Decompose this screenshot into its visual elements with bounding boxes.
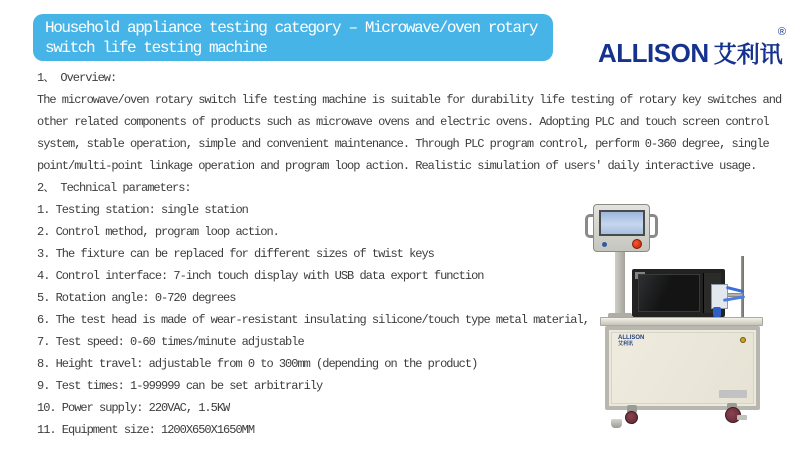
panel-button (602, 242, 607, 247)
page-title-line-1: Household appliance testing category – Microwave/oven rotary (45, 19, 538, 37)
overview-line: point/multi-point linkage operation and program loop action. Realistic simulation of users' daily interactive usage. (37, 159, 757, 173)
caster-wheel (625, 411, 638, 424)
hmi-control-panel (593, 204, 650, 252)
parameter-item: 4. Control interface: 7-inch touch display with USB data export function (37, 269, 484, 283)
emergency-stop-button (632, 239, 642, 249)
parameter-item: 11. Equipment size: 1200X650X1650MM (37, 423, 255, 437)
cabinet-brand-chinese: 艾利讯 (618, 341, 634, 347)
brand-logo-chinese: 艾利讯 (713, 41, 783, 67)
parameter-item: 6. The test head is made of wear-resistant insulating silicone/touch type metal material, (37, 313, 589, 327)
machine-cabinet (605, 326, 760, 410)
page-title-line-2: switch life testing machine (45, 39, 267, 57)
parameters-heading: 2、 Technical parameters: (37, 181, 191, 195)
overview-line: other related components of products such as microwave ovens and electric ovens. Adopting PLC and touch screen control (37, 115, 769, 129)
panel-pole (615, 252, 625, 318)
overview-heading: 1、 Overview: (37, 71, 117, 85)
leveling-foot (611, 419, 622, 428)
microwave-door (638, 274, 700, 312)
parameter-item: 2. Control method, program loop action. (37, 225, 279, 239)
title-banner (33, 14, 553, 61)
machine-photo (563, 193, 800, 445)
work-table-top (600, 317, 763, 326)
parameter-item: 5. Rotation angle: 0-720 degrees (37, 291, 236, 305)
parameter-item: 7. Test speed: 0-60 times/minute adjustable (37, 335, 304, 349)
parameter-item: 3. The fixture can be replaced for different sizes of twist keys (37, 247, 434, 261)
parameter-item: 1. Testing station: single station (37, 203, 248, 217)
cabinet-lock (740, 337, 746, 343)
overview-line: system, stable operation, simple and convenient maintenance. Through PLC program control, perform 0-360 degree, single (37, 137, 769, 151)
overview-line: The microwave/oven rotary switch life testing machine is suitable for durability life testing of rotary key switches and (37, 93, 782, 107)
brand-logo (598, 26, 788, 68)
caster-plate (737, 415, 747, 420)
touch-screen (599, 210, 645, 236)
parameter-item: 8. Height travel: adjustable from 0 to 300mm (depending on the product) (37, 357, 478, 371)
pneumatic-tube (713, 307, 721, 317)
brand-logo-latin: ALLISON (598, 38, 709, 68)
registered-trademark-icon: ® (777, 26, 786, 38)
cabinet-brand-label (618, 335, 644, 347)
parameter-item: 9. Test times: 1-999999 can be set arbitrarily (37, 379, 323, 393)
cabinet-brand-latin: ALLISON (618, 335, 645, 341)
cabinet-nameplate (719, 390, 747, 398)
parameter-item: 10. Power supply: 220VAC, 1.5KW (37, 401, 230, 415)
brand-logo-text (598, 36, 783, 69)
